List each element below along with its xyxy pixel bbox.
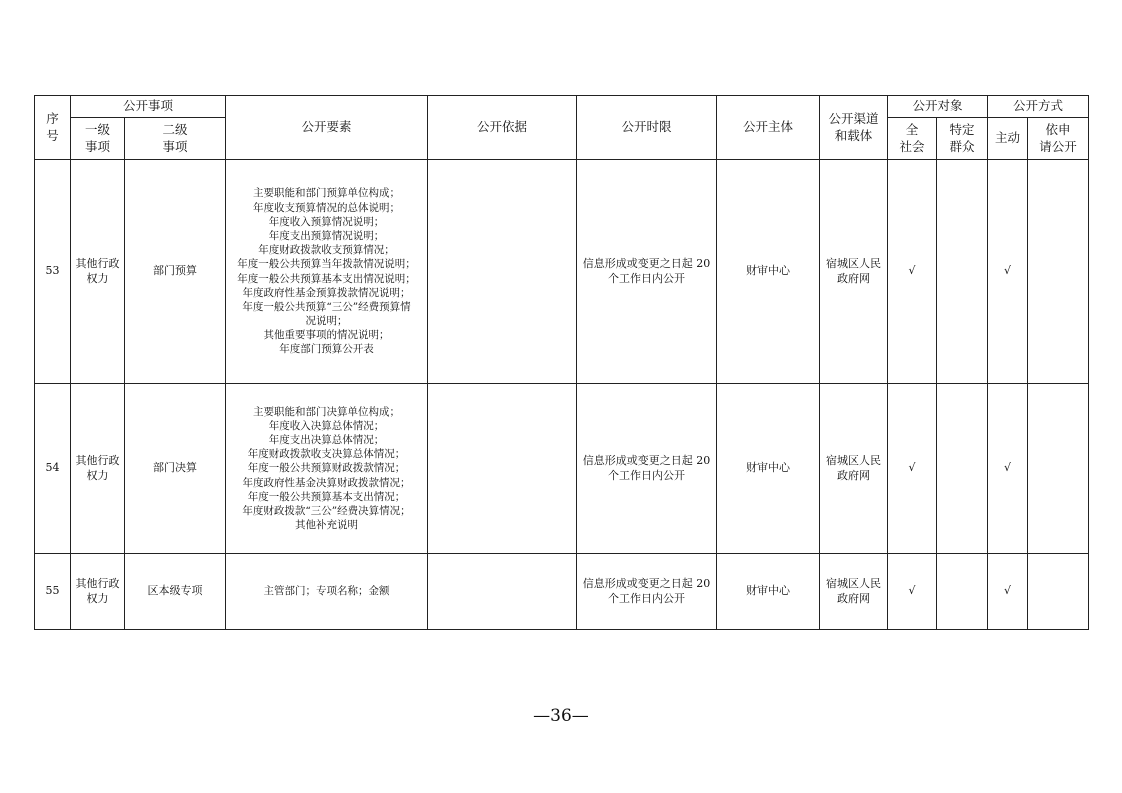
- row-level1: 其他行政 权力: [71, 160, 125, 384]
- row-mode-apply-check: [1028, 160, 1089, 384]
- row-level2: 部门预算: [125, 160, 226, 384]
- header-mode-apply: 依申 请公开: [1028, 118, 1089, 160]
- header-seq: 序 号: [35, 96, 71, 160]
- row-subject: 财审中心: [717, 160, 820, 384]
- row-elements: 主要职能和部门预算单位构成； 年度收支预算情况的总体说明； 年度收入预算情况说明； 年度支出预算情况说明； 年度财政拨款收支预算情况； 年度一般公共预算当年拨款情况说明； 年度一般公共预算基本支出情况说明； 年度政府性基金预算拨款情况说明； 年度一般公共预算“三公”经费预算情 况说明； 其他重要事项的情况说明； 年度部门预算公开表: [226, 160, 428, 384]
- row-mode-active-check: √: [988, 384, 1028, 554]
- row-elements: 主要职能和部门决算单位构成； 年度收入决算总体情况； 年度支出决算总体情况； 年度财政拨款收支决算总体情况； 年度一般公共预算财政拨款情况； 年度政府性基金决算财政拨款情况； 年度一般公共预算基本支出情况； 年度财政拨款“三公”经费决算情况； 其他补充说明: [226, 384, 428, 554]
- row-basis: [428, 554, 577, 630]
- header-matter: 公开事项: [71, 96, 226, 118]
- row-audience-all-check: √: [888, 384, 937, 554]
- row-seq: 53: [35, 160, 71, 384]
- row-level1: 其他行政 权力: [71, 554, 125, 630]
- row-channel: 宿城区人民 政府网: [820, 160, 888, 384]
- header-basis: 公开依据: [428, 96, 577, 160]
- table-row: [35, 160, 1089, 384]
- table-row: [35, 384, 1089, 554]
- row-audience-specific-check: [937, 160, 988, 384]
- row-audience-all-check: √: [888, 160, 937, 384]
- header-level2: 二级 事项: [125, 118, 226, 160]
- row-level2: 区本级专项: [125, 554, 226, 630]
- row-audience-all-check: √: [888, 554, 937, 630]
- header-audience-specific: 特定 群众: [937, 118, 988, 160]
- row-level2: 部门决算: [125, 384, 226, 554]
- row-mode-apply-check: [1028, 554, 1089, 630]
- header-mode: 公开方式: [988, 96, 1089, 118]
- table-row: [35, 554, 1089, 630]
- row-elements: 主管部门；专项名称；金额: [226, 554, 428, 630]
- header-audience: 公开对象: [888, 96, 988, 118]
- row-time-limit: 信息形成或变更之日起 20 个工作日内公开: [577, 554, 717, 630]
- row-level1: 其他行政 权力: [71, 384, 125, 554]
- header-subject: 公开主体: [717, 96, 820, 160]
- row-basis: [428, 384, 577, 554]
- row-mode-active-check: √: [988, 554, 1028, 630]
- header-time-limit: 公开时限: [577, 96, 717, 160]
- row-time-limit: 信息形成或变更之日起 20 个工作日内公开: [577, 384, 717, 554]
- row-seq: 54: [35, 384, 71, 554]
- row-time-limit: 信息形成或变更之日起 20 个工作日内公开: [577, 160, 717, 384]
- header-mode-active: 主动: [988, 118, 1028, 160]
- header-level1: 一级 事项: [71, 118, 125, 160]
- row-mode-active-check: √: [988, 160, 1028, 384]
- row-subject: 财审中心: [717, 384, 820, 554]
- row-basis: [428, 160, 577, 384]
- row-channel: 宿城区人民 政府网: [820, 384, 888, 554]
- page-number: —36—: [533, 706, 589, 726]
- row-audience-specific-check: [937, 384, 988, 554]
- disclosure-table: [34, 95, 1089, 630]
- header-row-1: [35, 96, 1089, 118]
- row-mode-apply-check: [1028, 384, 1089, 554]
- row-seq: 55: [35, 554, 71, 630]
- row-subject: 财审中心: [717, 554, 820, 630]
- row-channel: 宿城区人民 政府网: [820, 554, 888, 630]
- header-channel: 公开渠道 和载体: [820, 96, 888, 160]
- header-elements: 公开要素: [226, 96, 428, 160]
- header-audience-all: 全 社会: [888, 118, 937, 160]
- row-audience-specific-check: [937, 554, 988, 630]
